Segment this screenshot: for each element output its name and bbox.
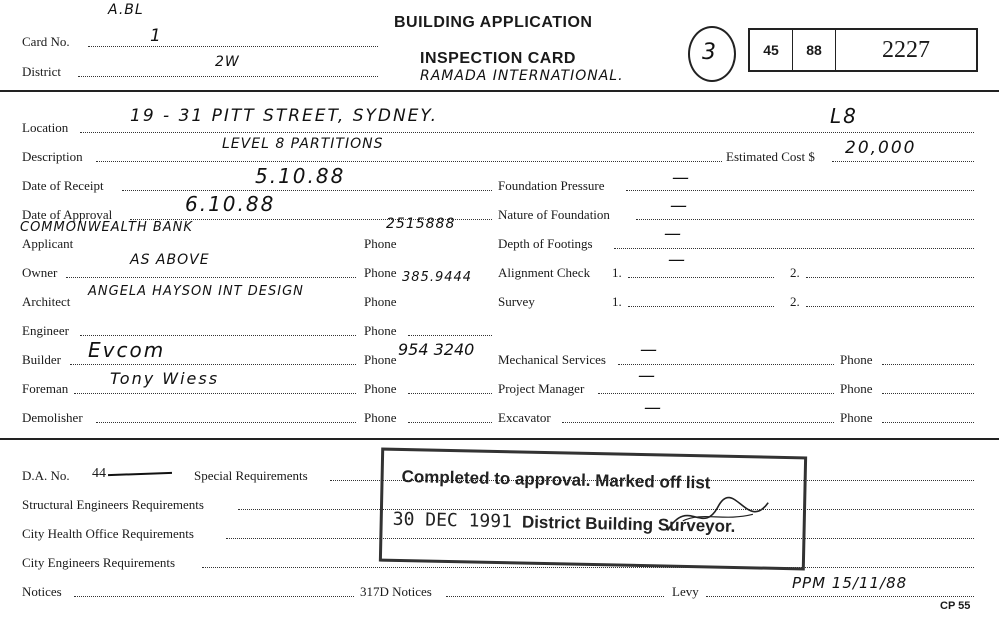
excavator-label: Excavator	[498, 410, 551, 425]
excavator-line	[562, 422, 834, 423]
project-name: RAMADA INTERNATIONAL.	[420, 68, 624, 84]
builder-phone-value: 954 3240	[398, 340, 475, 359]
alignment-check-line1	[628, 277, 774, 278]
engineer-phone-label: Phone	[364, 323, 397, 338]
nature-foundation-label: Nature of Foundation	[498, 207, 610, 222]
district-line	[78, 76, 378, 77]
project-manager-line	[598, 393, 834, 394]
corner-note: A.BL	[108, 2, 144, 18]
levy-line	[706, 596, 974, 597]
foreman-line	[74, 393, 356, 394]
estimated-cost-label: Estimated Cost $	[726, 149, 815, 164]
da-no-value: 44	[92, 466, 106, 481]
health-label: City Health Office Requirements	[22, 526, 194, 541]
engineer-phone-line	[408, 335, 492, 336]
owner-value: AS ABOVE	[130, 252, 210, 268]
card-no-line	[88, 46, 378, 47]
mechanical-phone-line	[882, 364, 974, 365]
description-value: LEVEL 8 PARTITIONS	[222, 136, 384, 152]
alignment-check-num1: 1.	[612, 265, 622, 280]
applicant-label: Applicant	[22, 236, 74, 251]
description-label: Description	[22, 149, 83, 164]
demolisher-label: Demolisher	[22, 410, 83, 425]
architect-value: ANGELA HAYSON INT DESIGN	[88, 284, 304, 299]
date-approval-label: Date of Approval	[22, 207, 113, 222]
nature-foundation-value: —	[670, 196, 689, 216]
foreman-label: Foreman	[22, 381, 69, 396]
foundation-pressure-value: —	[672, 168, 691, 188]
structural-label: Structural Engineers Requirements	[22, 497, 204, 512]
location-value: 19 - 31 PITT STREET, SYDNEY.	[130, 106, 439, 126]
builder-label: Builder	[22, 352, 61, 367]
mechanical-services-value: —	[640, 340, 659, 360]
applicant-phone-value: 2515888	[386, 216, 456, 232]
survey-num2: 2.	[790, 294, 800, 309]
project-manager-label: Project Manager	[498, 381, 585, 396]
estimated-cost-value: 20,000	[845, 138, 917, 158]
notices-line	[74, 596, 354, 597]
foreman-value: Tony Wiess	[110, 369, 220, 388]
depth-footings-label: Depth of Footings	[498, 236, 593, 251]
depth-footings-value: —	[664, 224, 683, 244]
district-value: 2W	[215, 54, 240, 70]
circled-number	[688, 26, 736, 82]
applicant-phone-label: Phone	[364, 236, 397, 251]
alignment-check-line2	[806, 277, 974, 278]
approval-stamp	[379, 448, 807, 571]
notices-317d-label: 317D Notices	[360, 584, 432, 599]
date-approval-value: 6.10.88	[185, 192, 276, 216]
applicant-value: COMMONWEALTH BANK	[20, 220, 193, 235]
engineer-label: Engineer	[22, 323, 69, 338]
demolisher-phone-label: Phone	[364, 410, 397, 425]
stamp-date: 30 DEC 1991	[392, 508, 513, 533]
foreman-phone-label: Phone	[364, 381, 397, 396]
alignment-check-label: Alignment Check	[498, 265, 591, 280]
reference-box-cell-1: 45	[750, 30, 793, 70]
foundation-pressure-label: Foundation Pressure	[498, 178, 605, 193]
project-manager-phone-line	[882, 393, 974, 394]
levy-value: PPM 15/11/88	[792, 574, 908, 592]
da-no-label: D.A. No.	[22, 468, 70, 483]
survey-label: Survey	[498, 294, 535, 309]
depth-footings-line	[614, 248, 974, 249]
foundation-pressure-line	[626, 190, 974, 191]
description-line	[96, 161, 722, 162]
form-title: BUILDING APPLICATION	[394, 14, 593, 31]
owner-label: Owner	[22, 265, 58, 280]
owner-phone-label: Phone	[364, 265, 397, 280]
project-manager-phone-label: Phone	[840, 381, 873, 396]
district-label: District	[22, 64, 61, 79]
alignment-check-num2: 2.	[790, 265, 800, 280]
form-subtitle: INSPECTION CARD	[420, 50, 576, 67]
header-divider	[0, 90, 999, 92]
alignment-check-value: —	[668, 250, 687, 270]
levy-label: Levy	[672, 584, 699, 599]
mechanical-services-label: Mechanical Services	[498, 352, 606, 367]
excavator-phone-label: Phone	[840, 410, 873, 425]
mechanical-phone-label: Phone	[840, 352, 873, 367]
builder-phone-label: Phone	[364, 352, 397, 367]
nature-foundation-line	[636, 219, 974, 220]
excavator-phone-line	[882, 422, 974, 423]
survey-line2	[806, 306, 974, 307]
builder-line	[70, 364, 356, 365]
location-label: Location	[22, 120, 69, 135]
architect-phone-label: Phone	[364, 294, 397, 309]
reference-box-cell-2: 88	[793, 30, 836, 70]
engineer-line	[80, 335, 356, 336]
da-no-stroke	[108, 472, 172, 476]
owner-line	[66, 277, 356, 278]
builder-value: Evcom	[88, 338, 166, 362]
location-line	[80, 132, 974, 133]
notices-label: Notices	[22, 584, 62, 599]
owner-phone-value: 385.9444	[402, 270, 473, 285]
signature-mark	[662, 490, 773, 542]
city-engineers-line	[202, 567, 974, 568]
card-no-value: 1	[150, 26, 163, 46]
demolisher-phone-line	[408, 422, 492, 423]
architect-label: Architect	[22, 294, 71, 309]
survey-line1	[628, 306, 774, 307]
form-code: CP 55	[940, 600, 971, 612]
date-receipt-line	[122, 190, 492, 191]
special-requirements-label: Special Requirements	[194, 468, 308, 483]
card-no-label: Card No.	[22, 34, 70, 49]
stamp-line1: Completed to approval. Marked off list	[401, 466, 711, 493]
estimated-cost-line	[832, 161, 974, 162]
date-receipt-label: Date of Receipt	[22, 178, 104, 193]
project-manager-value: —	[638, 366, 657, 386]
bottom-divider	[0, 438, 999, 440]
notices-317d-line	[446, 596, 664, 597]
reference-box-cell-3: 2227	[882, 36, 930, 63]
stamp-line2: District Building Surveyor.	[521, 512, 736, 536]
location-note: L8	[830, 104, 858, 128]
foreman-phone-line	[408, 393, 492, 394]
circled-number-value: 3	[702, 40, 718, 65]
excavator-value: —	[644, 398, 663, 418]
demolisher-line	[96, 422, 356, 423]
city-engineers-label: City Engineers Requirements	[22, 555, 176, 570]
survey-num1: 1.	[612, 294, 622, 309]
date-receipt-value: 5.10.88	[255, 164, 346, 188]
reference-box	[748, 28, 978, 72]
mechanical-services-line	[618, 364, 834, 365]
